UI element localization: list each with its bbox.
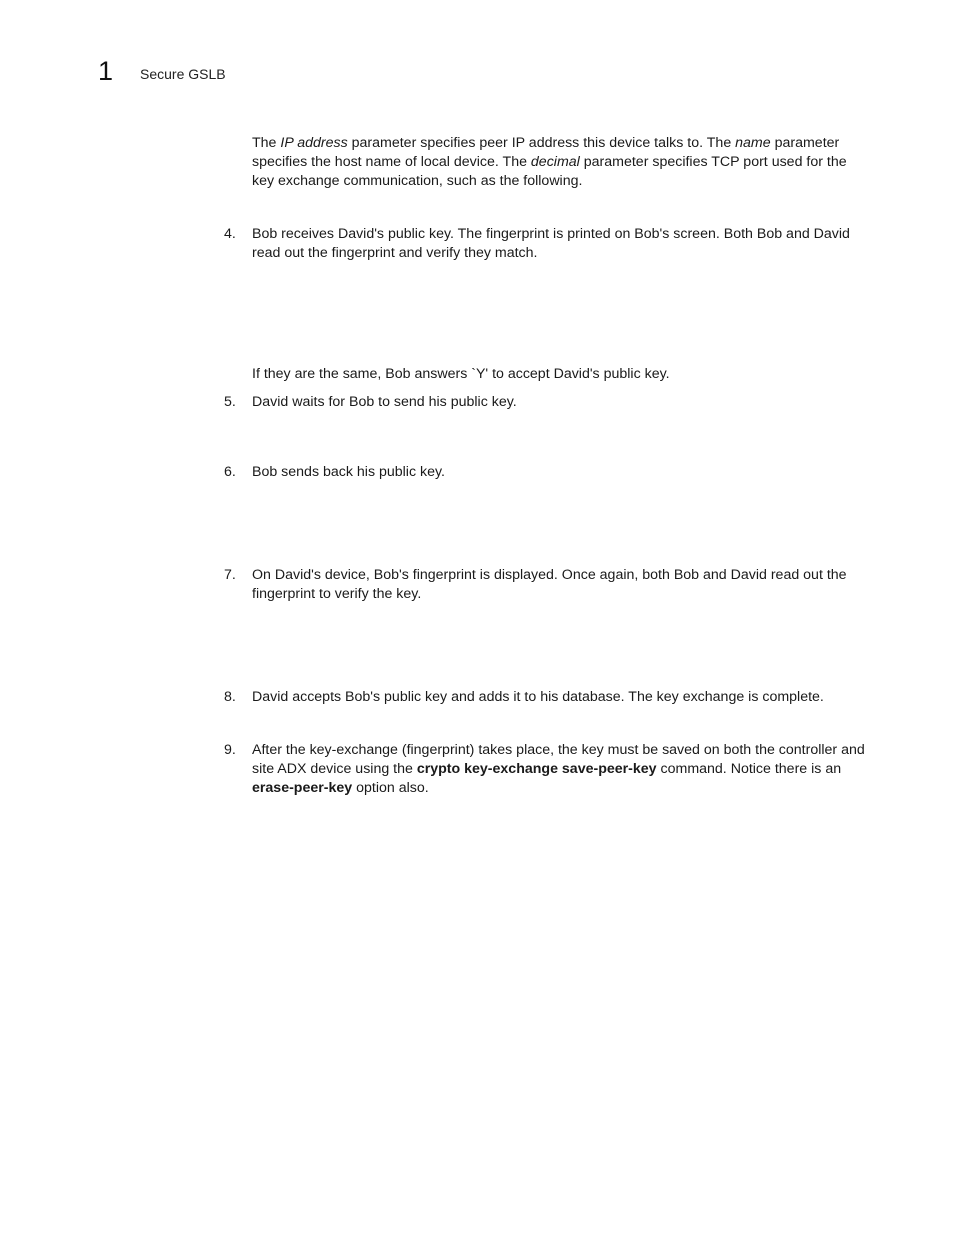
step-9-text-1: After the key-exchange (fingerprint) takes place, the key must be saved on both the controller and site ADX device using the [252, 742, 865, 777]
step-number: 5. [224, 394, 236, 410]
step-7 [224, 566, 872, 604]
intro-paragraph [252, 134, 872, 191]
intro-text-4: parameter specifies TCP port used for the key exchange communication, such as the following. [252, 154, 847, 189]
step-9 [224, 741, 872, 798]
step-9-text-2: command. Notice there is an [656, 761, 842, 777]
step-number: 8. [224, 689, 236, 705]
step-text: David accepts Bob's public key and adds it to his database. The key exchange is complete. [252, 689, 824, 705]
step-8 [224, 688, 872, 707]
chapter-title: Secure GSLB [140, 66, 226, 82]
step-4 [224, 225, 872, 263]
chapter-number: 1 [98, 56, 114, 86]
step-text: Bob receives David's public key. The fingerprint is printed on Bob's screen. Both Bob and David read out the fingerprint and verify they match. [252, 226, 850, 261]
step-text: On David's device, Bob's fingerprint is displayed. Once again, both Bob and David read out the fingerprint to verify the key. [252, 567, 847, 602]
option-erase-peer-key: erase-peer-key [252, 780, 353, 796]
step-4-note: If they are the same, Bob answers `Y' to accept David's public key. [252, 366, 670, 382]
step-number: 6. [224, 464, 236, 480]
step-text: Bob sends back his public key. [252, 464, 445, 480]
step-number: 7. [224, 567, 236, 583]
param-name: name [735, 135, 771, 151]
command-save-peer-key: crypto key-exchange save-peer-key [416, 761, 657, 777]
step-9-text-3: option also. [352, 780, 429, 796]
step-number: 4. [224, 226, 236, 242]
intro-text-3: parameter specifies the host name of local device. The [252, 135, 840, 170]
step-text [252, 741, 872, 798]
step-text: David waits for Bob to send his public key. [252, 394, 517, 410]
step-5 [224, 393, 872, 412]
intro-text-2: parameter specifies peer IP address this device talks to. The [347, 135, 736, 151]
step-6 [224, 463, 872, 482]
param-decimal: decimal [530, 154, 580, 170]
param-ip-address: IP address [280, 135, 348, 151]
step-number: 9. [224, 742, 236, 758]
intro-text-1: The [252, 135, 281, 151]
